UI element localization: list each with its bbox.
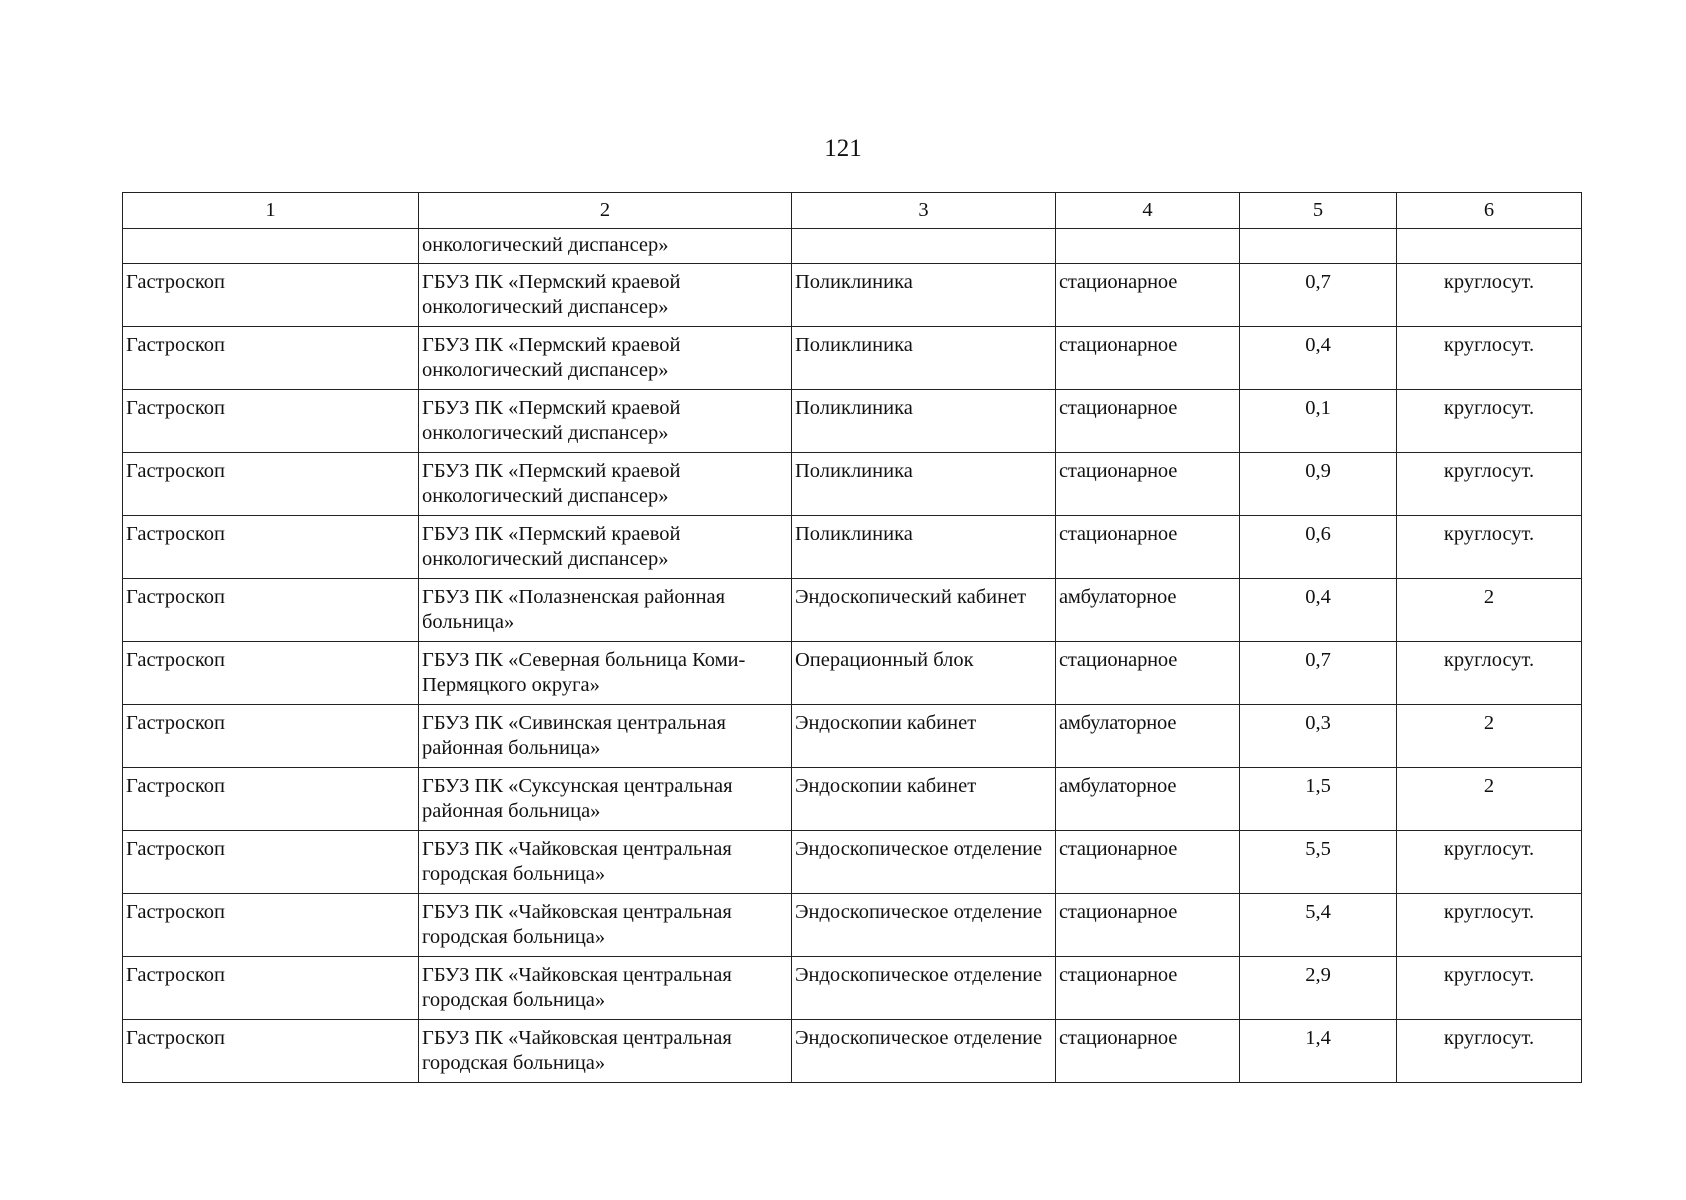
- schedule-cell: круглосут.: [1397, 894, 1582, 957]
- value-cell: 0,1: [1240, 390, 1397, 453]
- schedule-cell: круглосут.: [1397, 453, 1582, 516]
- table-row: [123, 642, 1582, 705]
- table-row: [123, 705, 1582, 768]
- department-cell: Эндоскопическое отделение: [792, 831, 1056, 894]
- table-header-row: [123, 193, 1582, 229]
- table-row: [123, 327, 1582, 390]
- service-type-cell: стационарное: [1056, 264, 1240, 327]
- value-cell: 0,4: [1240, 327, 1397, 390]
- column-header: 4: [1056, 193, 1240, 229]
- schedule-cell: круглосут.: [1397, 264, 1582, 327]
- service-type-cell: стационарное: [1056, 453, 1240, 516]
- device-name-cell: Гастроскоп: [123, 894, 419, 957]
- column-header: 1: [123, 193, 419, 229]
- device-name-cell: Гастроскоп: [123, 705, 419, 768]
- institution-cell: ГБУЗ ПК «Северная больница Коми-Пермяцкого округа»: [419, 642, 792, 705]
- device-name-cell: Гастроскоп: [123, 579, 419, 642]
- page-number: 121: [824, 135, 862, 162]
- institution-cell: ГБУЗ ПК «Чайковская центральная городская больница»: [419, 894, 792, 957]
- institution-cell: ГБУЗ ПК «Пермский краевой онкологический диспансер»: [419, 453, 792, 516]
- device-name-cell: Гастроскоп: [123, 264, 419, 327]
- table-row: [123, 957, 1582, 1020]
- service-type-cell: амбулаторное: [1056, 768, 1240, 831]
- value-cell: 0,4: [1240, 579, 1397, 642]
- device-name-cell: Гастроскоп: [123, 831, 419, 894]
- service-type-cell: стационарное: [1056, 957, 1240, 1020]
- table-cell: онкологический диспансер»: [419, 229, 792, 264]
- table-cell: [123, 229, 419, 264]
- schedule-cell: круглосут.: [1397, 390, 1582, 453]
- table-cell: [1240, 229, 1397, 264]
- value-cell: 5,5: [1240, 831, 1397, 894]
- service-type-cell: стационарное: [1056, 390, 1240, 453]
- device-name-cell: Гастроскоп: [123, 327, 419, 390]
- table-row: [123, 390, 1582, 453]
- table-body: [123, 229, 1582, 1083]
- value-cell: 5,4: [1240, 894, 1397, 957]
- table-row: [123, 894, 1582, 957]
- institution-cell: ГБУЗ ПК «Полазненская районная больница»: [419, 579, 792, 642]
- schedule-cell: 2: [1397, 768, 1582, 831]
- device-name-cell: Гастроскоп: [123, 957, 419, 1020]
- schedule-cell: круглосут.: [1397, 831, 1582, 894]
- department-cell: Поликлиника: [792, 327, 1056, 390]
- schedule-cell: круглосут.: [1397, 327, 1582, 390]
- institution-cell: ГБУЗ ПК «Суксунская центральная районная больница»: [419, 768, 792, 831]
- value-cell: 0,7: [1240, 642, 1397, 705]
- table-row: [123, 1020, 1582, 1083]
- service-type-cell: стационарное: [1056, 894, 1240, 957]
- value-cell: 0,7: [1240, 264, 1397, 327]
- table-cell: [1056, 229, 1240, 264]
- department-cell: Поликлиника: [792, 453, 1056, 516]
- device-name-cell: Гастроскоп: [123, 1020, 419, 1083]
- institution-cell: ГБУЗ ПК «Чайковская центральная городская больница»: [419, 957, 792, 1020]
- service-type-cell: стационарное: [1056, 831, 1240, 894]
- table-row-continuation: [123, 229, 1582, 264]
- service-type-cell: стационарное: [1056, 327, 1240, 390]
- table-row: [123, 516, 1582, 579]
- column-header: 6: [1397, 193, 1582, 229]
- equipment-table: [122, 192, 1582, 1083]
- department-cell: Поликлиника: [792, 516, 1056, 579]
- department-cell: Эндоскопический кабинет: [792, 579, 1056, 642]
- device-name-cell: Гастроскоп: [123, 768, 419, 831]
- department-cell: Эндоскопии кабинет: [792, 705, 1056, 768]
- institution-cell: ГБУЗ ПК «Пермский краевой онкологический диспансер»: [419, 516, 792, 579]
- device-name-cell: Гастроскоп: [123, 390, 419, 453]
- value-cell: 0,3: [1240, 705, 1397, 768]
- service-type-cell: амбулаторное: [1056, 705, 1240, 768]
- institution-cell: ГБУЗ ПК «Пермский краевой онкологический диспансер»: [419, 264, 792, 327]
- table-row: [123, 579, 1582, 642]
- schedule-cell: круглосут.: [1397, 642, 1582, 705]
- department-cell: Эндоскопическое отделение: [792, 894, 1056, 957]
- value-cell: 2,9: [1240, 957, 1397, 1020]
- device-name-cell: Гастроскоп: [123, 642, 419, 705]
- device-name-cell: Гастроскоп: [123, 453, 419, 516]
- table-row: [123, 453, 1582, 516]
- table-row: [123, 264, 1582, 327]
- value-cell: 0,9: [1240, 453, 1397, 516]
- schedule-cell: круглосут.: [1397, 516, 1582, 579]
- service-type-cell: амбулаторное: [1056, 579, 1240, 642]
- department-cell: Эндоскопии кабинет: [792, 768, 1056, 831]
- column-header: 5: [1240, 193, 1397, 229]
- value-cell: 1,5: [1240, 768, 1397, 831]
- table-row: [123, 768, 1582, 831]
- department-cell: Эндоскопическое отделение: [792, 1020, 1056, 1083]
- department-cell: Эндоскопическое отделение: [792, 957, 1056, 1020]
- department-cell: Поликлиника: [792, 264, 1056, 327]
- institution-cell: ГБУЗ ПК «Чайковская центральная городская больница»: [419, 1020, 792, 1083]
- schedule-cell: 2: [1397, 705, 1582, 768]
- institution-cell: ГБУЗ ПК «Пермский краевой онкологический диспансер»: [419, 327, 792, 390]
- device-name-cell: Гастроскоп: [123, 516, 419, 579]
- column-header: 3: [792, 193, 1056, 229]
- column-header: 2: [419, 193, 792, 229]
- service-type-cell: стационарное: [1056, 642, 1240, 705]
- schedule-cell: 2: [1397, 579, 1582, 642]
- service-type-cell: стационарное: [1056, 516, 1240, 579]
- schedule-cell: круглосут.: [1397, 1020, 1582, 1083]
- table-cell: [1397, 229, 1582, 264]
- department-cell: Поликлиника: [792, 390, 1056, 453]
- value-cell: 1,4: [1240, 1020, 1397, 1083]
- service-type-cell: стационарное: [1056, 1020, 1240, 1083]
- schedule-cell: круглосут.: [1397, 957, 1582, 1020]
- table-cell: [792, 229, 1056, 264]
- table-row: [123, 831, 1582, 894]
- institution-cell: ГБУЗ ПК «Пермский краевой онкологический диспансер»: [419, 390, 792, 453]
- department-cell: Операционный блок: [792, 642, 1056, 705]
- institution-cell: ГБУЗ ПК «Чайковская центральная городская больница»: [419, 831, 792, 894]
- value-cell: 0,6: [1240, 516, 1397, 579]
- institution-cell: ГБУЗ ПК «Сивинская центральная районная больница»: [419, 705, 792, 768]
